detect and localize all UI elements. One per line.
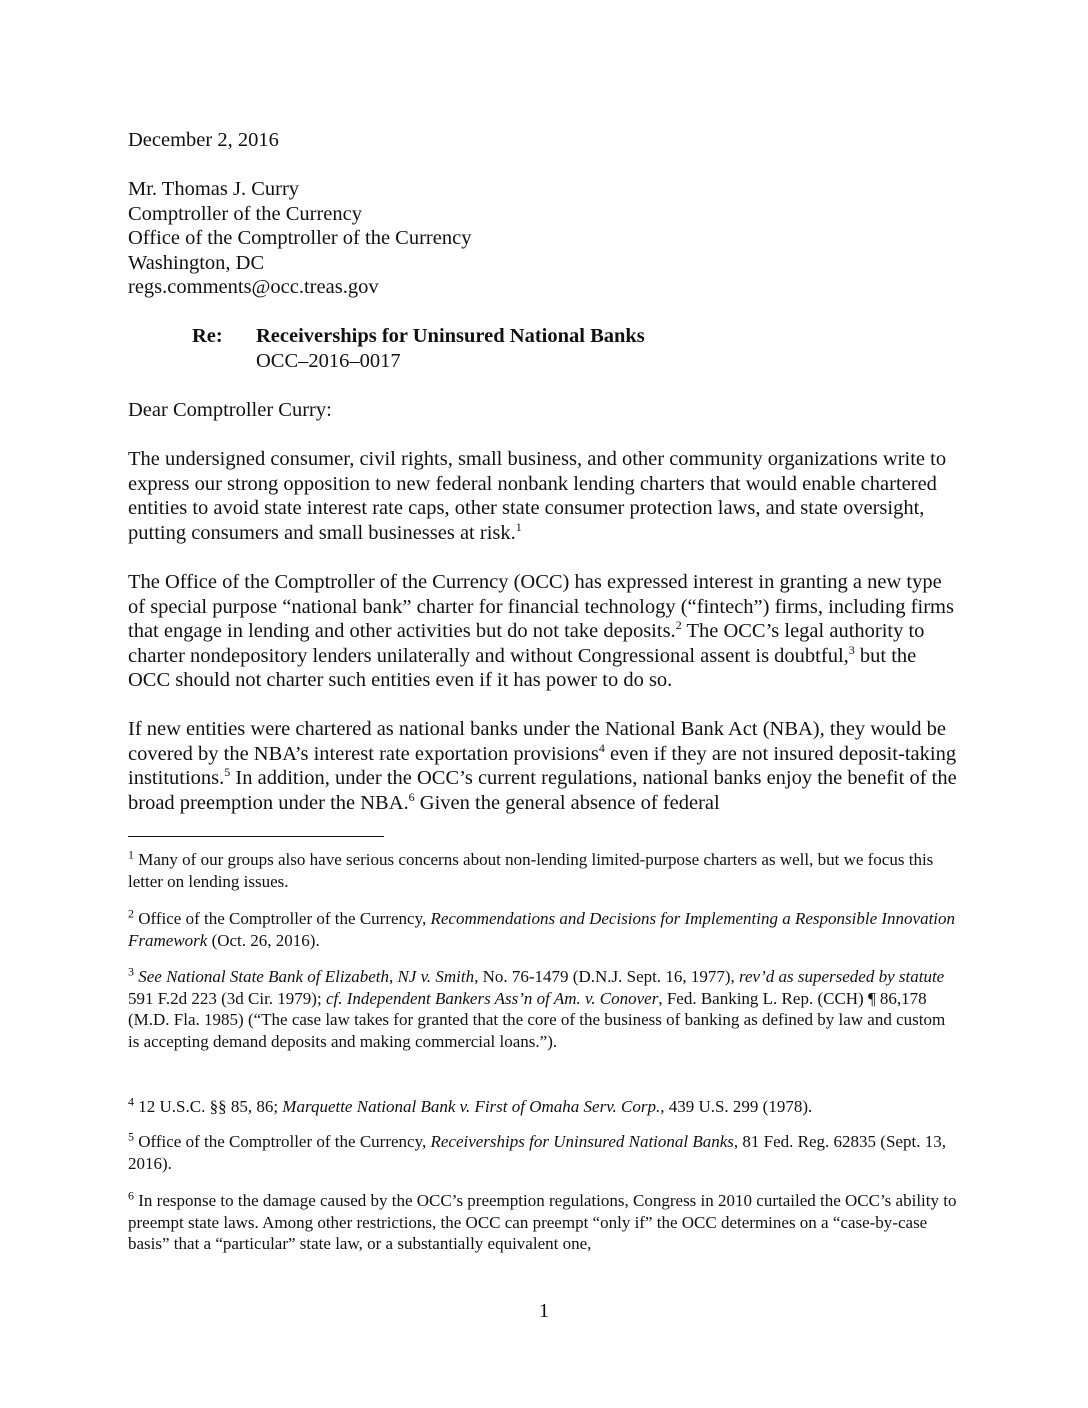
footnote-2-italic: Recommendations and Decisions for Implementing a Responsible Innovation Framework <box>128 909 956 950</box>
paragraph-3-text-c: In addition, under the OCC’s current regulations, national banks enjoy the benefit of the broad preemption under the NBA. <box>128 767 957 814</box>
footnote-ref-5: 5 <box>224 765 231 780</box>
paragraph-3-text-b: even if they are not insured deposit-taking institutions. <box>128 742 957 789</box>
footnote-2-text-b: (Oct. 26, 2016). <box>207 930 320 950</box>
paragraph-1 <box>128 447 960 545</box>
footnote-6 <box>128 1190 960 1255</box>
addressee-email: regs.comments@occ.treas.gov <box>128 276 379 298</box>
paragraph-3-text-a: If new entities were chartered as national banks under the National Bank Act (NBA), they would be covered by the NBA’s interest rate exportation provisions <box>128 718 947 765</box>
addressee-title: Comptroller of the Currency <box>128 202 362 225</box>
footnote-2-text-a: Office of the Comptroller of the Currency, <box>134 909 431 928</box>
footnote-divider <box>128 836 384 837</box>
footnote-4 <box>128 1096 960 1118</box>
subject-label: Re: <box>192 325 223 347</box>
footnote-6-number: 6 <box>128 1188 134 1203</box>
footnote-1-text: Many of our groups also have serious concerns about non-lending limited-purpose charters as well, but we focus this letter on lending issues. <box>128 850 934 891</box>
letter-date: December 2, 2016 <box>128 129 279 151</box>
subject-docket: OCC–2016–0017 <box>256 350 401 372</box>
addressee-name: Mr. Thomas J. Curry <box>128 178 300 200</box>
paragraph-2 <box>128 570 960 693</box>
paragraph-2-text-c: but the OCC should not charter such entities even if it has power to do so. <box>128 644 917 691</box>
footnote-6-text: In response to the damage caused by the OCC’s preemption regulations, Congress in 2010 curtailed the OCC’s ability to preempt state laws. Among other restrictions, the OCC can preempt “only if” the OCC determines on a “case-by-case basis” that a “particular” state law, or a substantially equivalent one, <box>128 1191 957 1254</box>
paragraph-3-text-d: Given the general absence of federal <box>414 791 720 814</box>
subject-title: Receiverships for Uninsured National Banks <box>256 325 645 347</box>
paragraph-2-text-b: The OCC’s legal authority to charter nondepository lenders unilaterally and without Congressional assent is doubtful, <box>128 620 925 667</box>
footnote-3-number: 3 <box>128 964 134 979</box>
footnote-ref-6: 6 <box>408 789 415 804</box>
footnote-5-text-b: , 81 Fed. Reg. 62835 (Sept. 13, 2016). <box>128 1132 946 1173</box>
footnote-3-text-a: , No. 76-1479 (D.N.J. Sept. 16, 1977), <box>474 967 740 986</box>
footnote-4-italic: Marquette National Bank v. First of Omaha Serv. Corp. <box>282 1097 661 1116</box>
footnote-3-text-c: , Fed. Banking L. Rep. (CCH) ¶ 86,178 (M.D. Fla. 1985) (“The case law takes for granted that the core of the business of banking as defined by law and custom is accepting demand deposits and making commercial loans.”). <box>128 988 946 1051</box>
footnote-2-number: 2 <box>128 906 134 921</box>
footnote-3-italic-2: rev’d as superseded by statute <box>739 967 945 986</box>
salutation: Dear Comptroller Curry: <box>128 399 332 421</box>
footnote-5-italic: Receiverships for Uninsured National Banks <box>430 1132 734 1151</box>
paragraph-1-text: The undersigned consumer, civil rights, small business, and other community organizations write to express our strong opposition to new federal nonbank lending charters that would enable chartered entities to avoid state interest rate caps, other state consumer protection laws, and state oversight, putting consumers and small businesses at risk. <box>128 448 947 544</box>
paragraph-2-text-a: The Office of the Comptroller of the Currency (OCC) has expressed interest in granting a new type of special purpose “national bank” charter for financial technology (“fintech”) firms, including firms that engage in lending and other activities but do not take deposits. <box>128 571 954 642</box>
footnote-4-text-b: , 439 U.S. 299 (1978). <box>660 1097 813 1116</box>
addressee-office: Office of the Comptroller of the Currency <box>128 227 472 249</box>
footnote-ref-3: 3 <box>848 642 855 657</box>
footnote-3 <box>128 966 960 1052</box>
footnote-5-text-a: Office of the Comptroller of the Currency, <box>134 1132 431 1151</box>
footnote-3-italic-3: cf. Independent Bankers Ass’n of Am. v. Conover <box>325 988 659 1008</box>
footnote-4-number: 4 <box>128 1094 134 1109</box>
addressee-city: Washington, DC <box>128 251 265 274</box>
footnote-3-text-b: 591 F.2d 223 (3d Cir. 1979); <box>128 988 326 1008</box>
footnote-ref-1: 1 <box>515 519 522 534</box>
footnote-ref-4: 4 <box>598 740 605 755</box>
page-number: 1 <box>538 1300 550 1322</box>
footnote-3-italic-1: See National State Bank of Elizabeth, NJ v. Smith <box>138 967 475 986</box>
footnote-4-text-a: 12 U.S.C. §§ 85, 86; <box>134 1097 283 1116</box>
footnote-1 <box>128 849 960 892</box>
footnote-1-number: 1 <box>128 847 134 862</box>
footnote-2 <box>128 908 960 951</box>
addressee-block <box>128 177 960 300</box>
footnote-ref-2: 2 <box>675 618 682 633</box>
paragraph-3 <box>128 717 960 815</box>
footnote-5-number: 5 <box>128 1129 134 1144</box>
footnote-5 <box>128 1131 960 1174</box>
